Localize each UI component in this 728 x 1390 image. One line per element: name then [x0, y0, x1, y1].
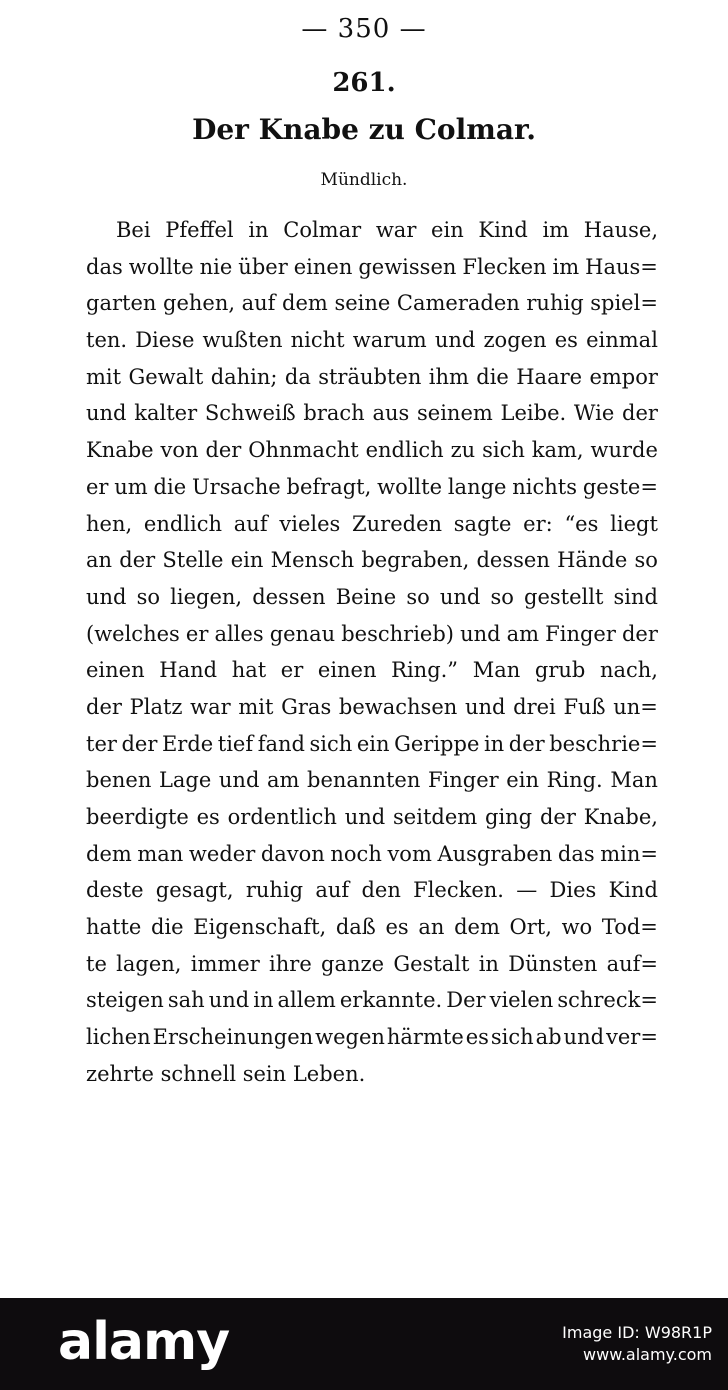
text-line: beerdigte es ordentlich und seitdem ging der Knabe, — [86, 805, 658, 829]
text-line: der Platz war mit Gras bewachsen und drei Fuß un= — [86, 694, 658, 719]
text-line: das wollte nie über einen gewissen Flecken im Haus= — [86, 254, 658, 279]
text-line: er um die Ursache befragt, wollte lange nichts geste= — [86, 474, 658, 499]
text-line: einen Hand hat er einen Ring.” Man grub nach, — [86, 658, 658, 683]
text-line: benen Lage und am benannten Finger ein Ring. Man — [86, 768, 658, 793]
text-line: ten. Diese wußten nicht warum und zogen es einmal — [86, 328, 658, 353]
story-title: Der Knabe zu Colmar. — [192, 113, 536, 146]
image-id-block — [562, 1322, 712, 1366]
text-line: te lagen, immer ihre ganze Gestalt in Dünsten auf= — [86, 951, 658, 976]
text-line: deste gesagt, ruhig auf den Flecken. — Dies Kind — [86, 878, 658, 903]
text-line: an der Stelle ein Mensch begraben, dessen Hände so — [86, 548, 658, 573]
text-line: Bei Pfeffel in Colmar war ein Kind im Hause, — [116, 218, 658, 242]
text-line: dem man weder davon noch vom Ausgraben das min= — [86, 841, 658, 866]
text-line: hatte die Eigenschaft, daß es an dem Ort, wo Tod= — [86, 915, 658, 940]
section-number: 261. — [332, 68, 396, 98]
text-line: steigen sah und in allem erkannte. Der vielen schreck= — [86, 988, 658, 1013]
story-body — [86, 212, 658, 1093]
story-subtitle: Mündlich. — [320, 170, 408, 190]
text-line: lichen Erscheinungen wegen härmte es sich ab und ver= — [86, 1025, 658, 1050]
text-line: hen, endlich auf vieles Zureden sagte er: “es liegt — [86, 511, 658, 536]
site-url: www.alamy.com — [583, 1345, 712, 1364]
text-line: mit Gewalt dahin; da sträubten ihm die Haare empor — [86, 364, 658, 389]
brand-logo: alamy — [58, 1312, 230, 1372]
watermark-footer — [0, 1298, 728, 1390]
text-line: und so liegen, dessen Beine so und so gestellt sind — [86, 584, 658, 609]
page-number-header: — 350 — — [301, 14, 427, 44]
text-line: und kalter Schweiß brach aus seinem Leibe. Wie der — [86, 401, 658, 426]
image-id-text: Image ID: W98R1P — [562, 1323, 712, 1342]
text-line: (welches er alles genau beschrieb) und am Finger der — [86, 621, 658, 646]
text-line: ter der Erde tief fand sich ein Gerippe in der beschrie= — [86, 731, 658, 756]
text-line: garten gehen, auf dem seine Cameraden ruhig spiel= — [86, 291, 658, 316]
text-line: Knabe von der Ohnmacht endlich zu sich kam, wurde — [86, 438, 658, 463]
text-line: zehrte schnell sein Leben. — [86, 1061, 366, 1086]
